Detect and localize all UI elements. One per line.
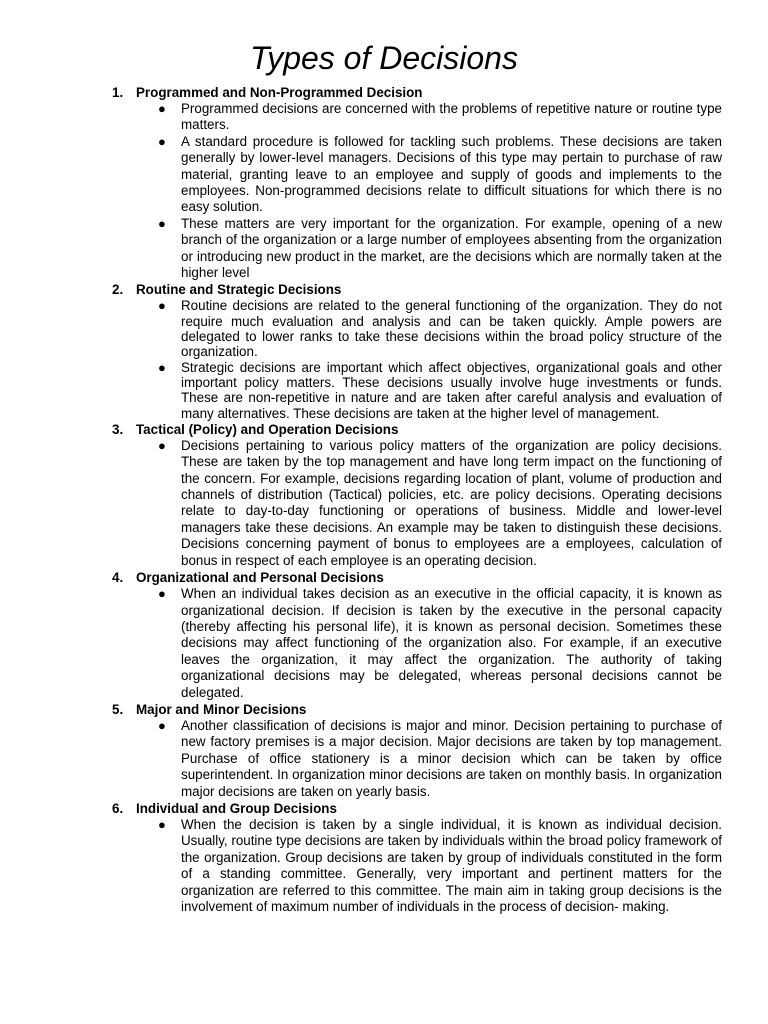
bullet-list [0, 438, 768, 569]
section-heading [0, 421, 768, 438]
section-individual-group [0, 800, 768, 915]
section-title: Organizational and Personal Decisions [136, 570, 384, 586]
section-title: Individual and Group Decisions [136, 800, 337, 816]
bullet-text: Routine decisions are related to the general functioning of the organization. They do not require much evaluation and analysis and can be taken quickly. Ample powers are delegated to lower ranks to take these decisions within the broad policy structure of the organization. [181, 298, 722, 360]
bullet-icon: ● [158, 359, 166, 375]
section-title: Programmed and Non-Programmed Decision [136, 85, 423, 100]
list-item [0, 718, 768, 800]
section-tactical-operation [0, 421, 768, 569]
list-item [0, 438, 768, 569]
list-item [0, 134, 768, 216]
section-organizational-personal [0, 569, 768, 701]
sections-list [0, 84, 768, 915]
bullet-icon: ● [158, 586, 166, 602]
section-heading [0, 569, 768, 586]
bullet-icon: ● [158, 437, 166, 453]
section-heading [0, 281, 768, 298]
section-number: 2. [112, 282, 124, 298]
bullet-icon: ● [158, 215, 166, 231]
section-number: 1. [112, 85, 124, 100]
bullet-list [0, 101, 768, 281]
list-item [0, 360, 768, 421]
section-routine-strategic [0, 281, 768, 420]
section-number: 5. [112, 701, 124, 717]
bullet-text: Another classification of decisions is major and minor. Decision pertaining to purchase of new factory premises is a major decision. Major decisions are taken by top management. Purchase of office stationery is a minor decision which can be taken by office superintendent. In organization minor decisions are taken on monthly basis. In organization major decisions are taken on yearly basis. [181, 717, 722, 799]
list-item [0, 298, 768, 359]
bullet-icon: ● [158, 816, 166, 832]
bullet-list [0, 817, 768, 915]
section-number: 3. [112, 421, 124, 437]
section-heading [0, 84, 768, 101]
section-number: 4. [112, 570, 124, 586]
bullet-icon: ● [158, 133, 166, 149]
bullet-text: When an individual takes decision as an executive in the official capacity, it is known as organizational decision. If decision is taken by the executive in the personal capacity (thereby affecting his personal life), it is known as personal decision. Sometimes these decisions may affect functioning of the organization also. For example, if an executive leaves the organization, it may affect the organization. The authority of taking organizational decisions may be delegated, whereas personal decisions cannot be delegated. [181, 586, 722, 700]
section-title: Tactical (Policy) and Operation Decisions [136, 421, 399, 437]
bullet-icon: ● [158, 717, 166, 733]
list-item [0, 817, 768, 915]
section-title: Routine and Strategic Decisions [136, 282, 342, 298]
bullet-text: Strategic decisions are important which affect objectives, organizational goals and other important policy matters. These decisions usually involve huge investments or funds. These are non-repetitive in nature and are taken after careful analysis and evaluation of many alternatives. These decisions are taken at the higher level of management. [181, 359, 722, 421]
bullet-icon: ● [158, 298, 166, 314]
section-programmed [0, 84, 768, 281]
section-heading [0, 800, 768, 817]
section-major-minor [0, 701, 768, 800]
bullet-list [0, 586, 768, 701]
section-heading [0, 701, 768, 718]
list-item [0, 101, 768, 134]
bullet-list [0, 298, 768, 420]
bullet-list [0, 718, 768, 800]
bullet-text: These matters are very important for the organization. For example, opening of a new branch of the organization or a large number of employees absenting from the organization or introducing new product in the market, are the decisions which are normally taken at the higher level [181, 215, 722, 281]
list-item [0, 216, 768, 282]
section-title: Major and Minor Decisions [136, 701, 307, 717]
bullet-text: Programmed decisions are concerned with the problems of repetitive nature or routine type matters. [181, 101, 722, 133]
bullet-text: A standard procedure is followed for tackling such problems. These decisions are taken generally by lower-level managers. Decisions of this type may pertain to purchase of raw material, granting leave to an employee and supply of goods and implements to the employees. Non-programmed decisions relate to difficult situations for which there is no easy solution. [181, 133, 722, 215]
page-title: Types of Decisions [250, 40, 518, 76]
bullet-text: When the decision is taken by a single individual, it is known as individual decision. Usually, routine type decisions are taken by individuals within the broad policy framework of the organization. Group decisions are taken by group of individuals constituted in the form of a standing committee. Generally, very important and pertinent matters for the organization are referred to this committee. The main aim in taking group decisions is the involvement of maximum number of individuals in the process of decision- making. [181, 816, 722, 914]
bullet-text: Decisions pertaining to various policy matters of the organization are policy decisions. These are taken by the top management and have long term impact on the functioning of the concern. For example, decisions regarding location of plant, volume of production and channels of distribution (Tactical) policies, etc. are policy decisions. Operating decisions relate to day-to-day functioning or operations of business. Middle and lower-level managers take these decisions. An example may be taken to distinguish these decisions. Decisions concerning payment of bonus to employees are a employees, calculation of bonus in respect of each employee is an operating decision. [181, 437, 722, 568]
bullet-icon: ● [158, 101, 166, 116]
section-number: 6. [112, 800, 124, 816]
list-item [0, 586, 768, 701]
